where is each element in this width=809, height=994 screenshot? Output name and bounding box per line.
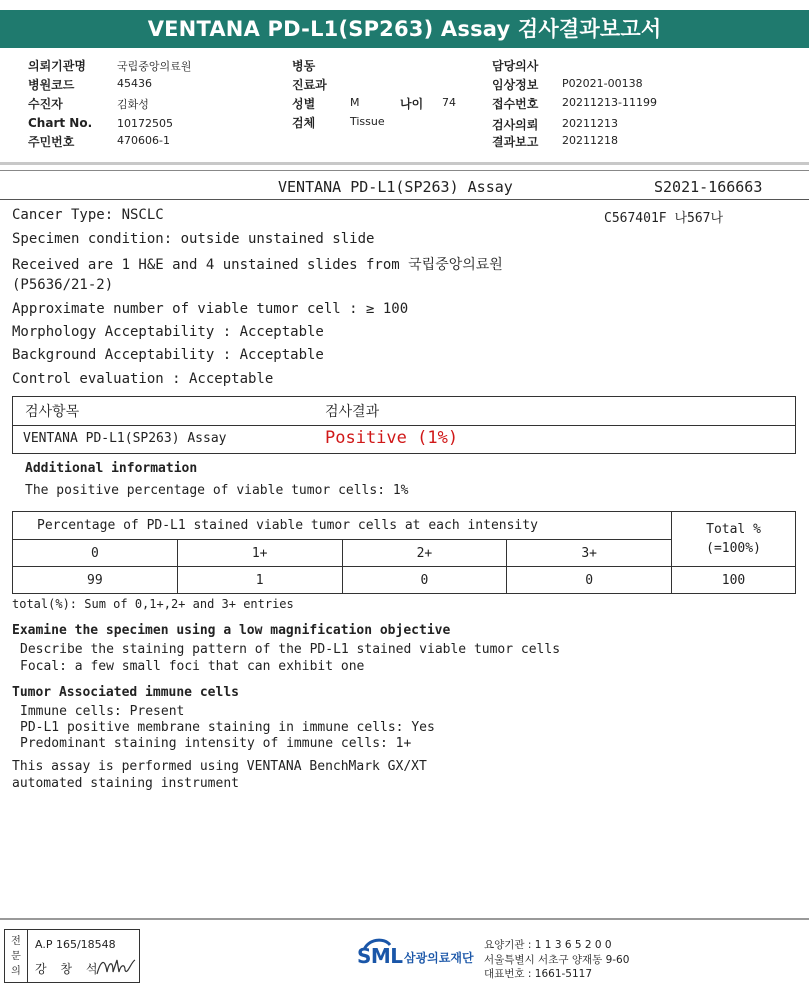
additional-info-title: Additional information bbox=[25, 461, 198, 476]
report-date-value: 20211218 bbox=[562, 134, 618, 147]
resident-no-value: 470606-1 bbox=[117, 134, 170, 147]
header-divider-thin bbox=[0, 170, 809, 171]
report-number: S2021-166663 bbox=[654, 178, 763, 196]
request-date-value: 20211213 bbox=[562, 117, 618, 130]
slide-reference: (P5636/21-2) bbox=[12, 277, 114, 293]
low-mag-line-1: Describe the staining pattern of the PD-L1 stained viable tumor cells bbox=[20, 642, 561, 657]
institution-value: 국립중앙의료원 bbox=[117, 60, 192, 73]
phone-number: 대표번호 : 1661-5117 bbox=[484, 968, 593, 980]
morphology-acceptability: Morphology Acceptability : Acceptable bbox=[12, 324, 324, 340]
footer-divider bbox=[0, 918, 809, 920]
ward-label: 병동 bbox=[292, 59, 316, 73]
closing-line-2: automated staining instrument bbox=[12, 776, 239, 791]
specimen-label: 검체 bbox=[292, 116, 316, 130]
age-label: 나이 bbox=[400, 97, 424, 111]
specialist-label bbox=[7, 934, 25, 979]
result-box-divider bbox=[13, 425, 795, 426]
report-date-label: 결과보고 bbox=[492, 135, 539, 149]
low-mag-title: Examine the specimen using a low magnification objective bbox=[12, 623, 451, 638]
cancer-type: Cancer Type: NSCLC bbox=[12, 207, 164, 223]
immune-line-2: PD-L1 positive membrane staining in immune cells: Yes bbox=[20, 720, 435, 735]
sample-code: C567401F 나567나 bbox=[604, 211, 724, 226]
institution-label: 의뢰기관명 bbox=[28, 59, 86, 73]
report-title: VENTANA PD-L1(SP263) Assay 검사결과보고서 bbox=[0, 10, 809, 48]
low-mag-line-2: Focal: a few small foci that can exhibit one bbox=[20, 659, 365, 674]
intensity-level-1: 1+ bbox=[177, 540, 342, 567]
patient-value: 김화성 bbox=[117, 98, 149, 111]
intensity-value-3: 0 bbox=[507, 567, 672, 594]
result-box bbox=[12, 396, 796, 454]
immune-line-1: Immune cells: Present bbox=[20, 704, 185, 719]
test-item-header: 검사항목 bbox=[25, 404, 80, 420]
control-evaluation: Control evaluation : Acceptable bbox=[12, 371, 274, 387]
address: 서울특별시 서초구 양재동 9-60 bbox=[484, 954, 630, 966]
test-result: Positive (1%) bbox=[325, 428, 459, 448]
department-label: 진료과 bbox=[292, 78, 327, 92]
physician-label: 담당의사 bbox=[492, 59, 539, 73]
clinical-info-value: P02021-00138 bbox=[562, 77, 643, 90]
assay-heading: VENTANA PD-L1(SP263) Assay bbox=[278, 178, 513, 196]
intensity-value-2: 0 bbox=[342, 567, 507, 594]
sex-value: M bbox=[350, 96, 360, 109]
signature-box-divider bbox=[27, 930, 28, 982]
pathologist-license: A.P 165/18548 bbox=[35, 938, 116, 951]
chart-no-label: Chart No. bbox=[28, 116, 93, 130]
immune-line-3: Predominant staining intensity of immune cells: 1+ bbox=[20, 736, 412, 751]
signature-icon bbox=[95, 954, 137, 980]
chart-no-value: 10172505 bbox=[117, 117, 173, 130]
total-header-line2: (=100%) bbox=[706, 541, 761, 556]
table-note: total(%): Sum of 0,1+,2+ and 3+ entries bbox=[12, 597, 294, 611]
sml-logo-subtitle: 삼광의료재단 bbox=[404, 951, 474, 965]
test-item: VENTANA PD-L1(SP263) Assay bbox=[23, 431, 227, 446]
resident-no-label: 주민번호 bbox=[28, 135, 75, 149]
specialist-char-1: 전 bbox=[11, 936, 21, 947]
pathologist-name: 강 창 석 bbox=[35, 962, 103, 976]
report-heading-rule bbox=[0, 199, 809, 200]
signature-box bbox=[4, 929, 140, 983]
age-value: 74 bbox=[442, 96, 456, 109]
closing-line-1: This assay is performed using VENTANA BenchMark GX/XT bbox=[12, 759, 427, 774]
intensity-level-2: 2+ bbox=[342, 540, 507, 567]
total-header bbox=[672, 512, 796, 567]
background-acceptability: Background Acceptability : Acceptable bbox=[12, 347, 324, 363]
additional-info-text: The positive percentage of viable tumor cells: 1% bbox=[25, 483, 409, 498]
intensity-total-value: 100 bbox=[672, 567, 796, 594]
specimen-condition: Specimen condition: outside unstained slide bbox=[12, 231, 375, 247]
total-header-line1: Total % bbox=[706, 522, 761, 537]
intensity-value-1: 1 bbox=[177, 567, 342, 594]
patient-label: 수진자 bbox=[28, 97, 63, 111]
receipt-no-label: 접수번호 bbox=[492, 97, 539, 111]
sml-logo: SML bbox=[357, 944, 403, 968]
intensity-value-0: 99 bbox=[13, 567, 178, 594]
test-result-header: 검사결과 bbox=[325, 404, 380, 420]
intensity-table bbox=[12, 511, 796, 594]
clinical-info-label: 임상정보 bbox=[492, 78, 539, 92]
intensity-level-3: 3+ bbox=[507, 540, 672, 567]
viable-tumor-count: Approximate number of viable tumor cell : ≥ 100 bbox=[12, 301, 409, 317]
request-date-label: 검사의뢰 bbox=[492, 118, 539, 132]
specialist-char-3: 의 bbox=[11, 966, 21, 977]
received-slides: Received are 1 H&E and 4 unstained slides from 국립중앙의료원 bbox=[12, 257, 503, 273]
header-divider bbox=[0, 162, 809, 165]
intensity-level-0: 0 bbox=[13, 540, 178, 567]
specimen-value: Tissue bbox=[350, 115, 385, 128]
hospital-code-value: 45436 bbox=[117, 77, 152, 90]
specialist-char-2: 문 bbox=[11, 951, 21, 962]
institution-code: 요양기관 : 1 1 3 6 5 2 0 0 bbox=[484, 939, 612, 951]
sex-label: 성별 bbox=[292, 97, 316, 111]
immune-title: Tumor Associated immune cells bbox=[12, 685, 239, 700]
hospital-code-label: 병원코드 bbox=[28, 78, 75, 92]
receipt-no-value: 20211213-11199 bbox=[562, 96, 657, 109]
intensity-table-header: Percentage of PD-L1 stained viable tumor cells at each intensity bbox=[13, 512, 672, 540]
